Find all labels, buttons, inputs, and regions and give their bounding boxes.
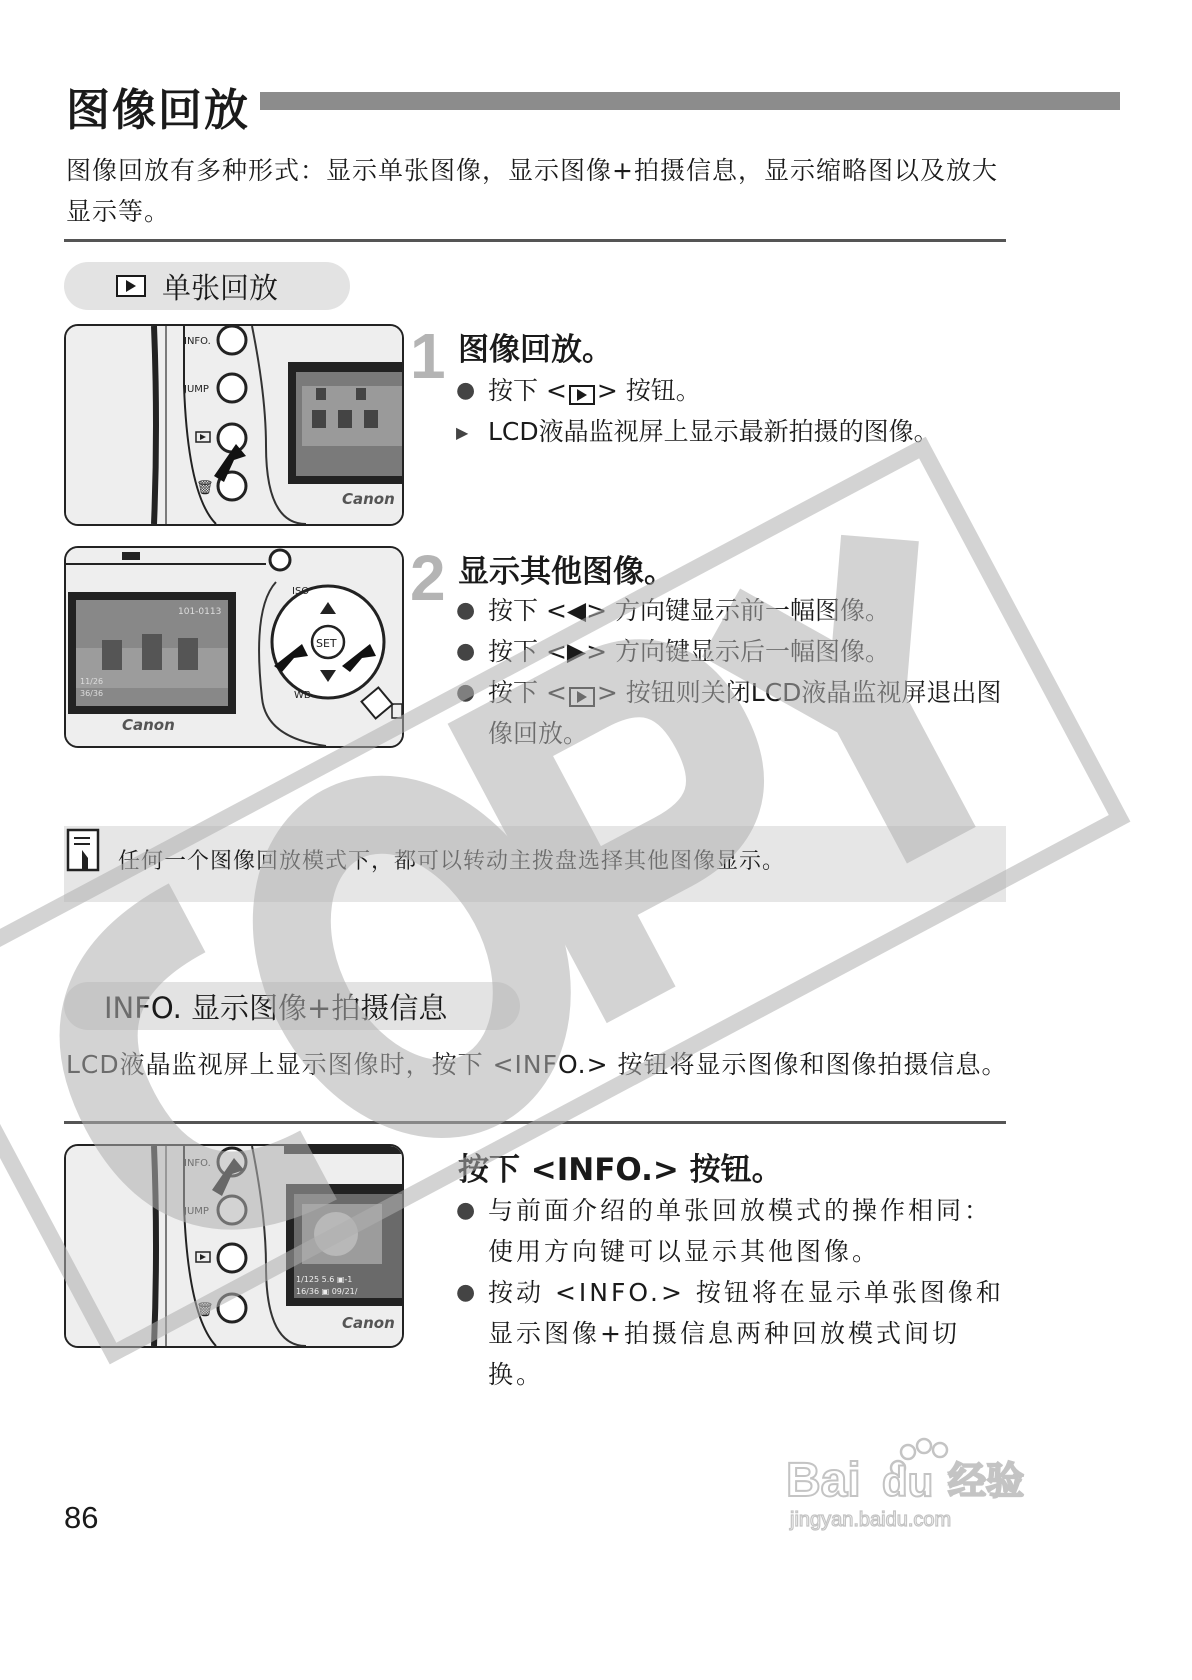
section-single-playback-heading xyxy=(64,262,350,310)
camera-illustration xyxy=(66,1146,402,1346)
section2-intro: LCD液晶监视屏上显示图像时，按下 <INFO.> 按钮将显示图像和图像拍摄信息。 xyxy=(66,1050,1008,1079)
baidu-jingyan-logo xyxy=(786,1434,1046,1534)
camera-photo-dial xyxy=(64,546,404,748)
playback-icon xyxy=(116,275,146,297)
svg-text:JUMP: JUMP xyxy=(184,1206,209,1217)
bullet-icon: ● xyxy=(456,680,476,705)
result-arrow-icon: ▶ xyxy=(456,423,469,442)
title-bar xyxy=(260,92,1120,110)
bullet-icon: ● xyxy=(456,1198,479,1223)
svg-text:🗑: 🗑 xyxy=(196,1302,214,1318)
svg-text:Canon: Canon xyxy=(122,716,175,734)
svg-text:ISO: ISO xyxy=(292,586,310,597)
memo-icon xyxy=(66,828,102,874)
list-item: ● 按下 < > 按钮则关闭LCD液晶监视屏退出图像回放。 xyxy=(456,672,1016,754)
svg-text:WB: WB xyxy=(294,690,311,701)
svg-text:Bai: Bai xyxy=(786,1454,861,1507)
note-text: 任何一个图像回放模式下，都可以转动主拨盘选择其他图像显示。 xyxy=(118,849,786,874)
bullet-icon: ● xyxy=(456,378,476,403)
svg-text:INFO.: INFO. xyxy=(184,1158,211,1169)
svg-text:jingyan.baidu.com: jingyan.baidu.com xyxy=(790,1509,952,1531)
camera-photo-info xyxy=(64,1144,404,1348)
info-button-label: INFO. xyxy=(184,336,211,347)
svg-text:SET: SET xyxy=(316,637,337,650)
step1-list xyxy=(456,370,1016,453)
svg-text:JUMP: JUMP xyxy=(184,384,209,395)
svg-text:Canon: Canon xyxy=(342,1314,395,1332)
step-title: 按下 <INFO.> 按钮。 xyxy=(458,1152,783,1188)
divider xyxy=(64,239,1006,242)
camera-illustration xyxy=(66,548,402,746)
step-title: 显示其他图像。 xyxy=(458,554,675,590)
section-label: 单张回放 xyxy=(162,270,279,305)
step-number: 2 xyxy=(410,542,446,614)
svg-text:经验: 经验 xyxy=(948,1459,1025,1503)
camera-photo-buttons xyxy=(64,324,404,526)
section-info-heading xyxy=(64,982,520,1030)
svg-text:1/125 5.6 ▣-1: 1/125 5.6 ▣-1 xyxy=(296,1275,353,1284)
page-title: 图像回放 xyxy=(66,85,250,136)
svg-text:du: du xyxy=(882,1458,934,1505)
list-item: ● 按动 <INFO.> 按钮将在显示单张图像和显示图像+拍摄信息两种回放模式间切换。 xyxy=(456,1272,1008,1395)
bullet-icon: ● xyxy=(456,639,476,664)
step-number: 1 xyxy=(410,320,446,392)
intro-text: 图像回放有多种形式：显示单张图像，显示图像+拍摄信息，显示缩略图以及放大显示等。 xyxy=(66,156,998,226)
playback-icon xyxy=(569,687,595,707)
bullet-icon: ● xyxy=(456,1280,479,1305)
list-item: ● 按下 <◀> 方向键显示前一幅图像。 xyxy=(456,590,1016,631)
step2-list xyxy=(456,590,1016,754)
step-title: 图像回放。 xyxy=(458,332,613,368)
playback-icon xyxy=(569,385,595,405)
list-item: ● 按下 < > 按钮。 xyxy=(456,370,1016,411)
svg-text:11/26: 11/26 xyxy=(80,677,104,686)
list-item: ● 按下 <▶> 方向键显示后一幅图像。 xyxy=(456,631,1016,672)
svg-text:16/36 ▣ 09/21/: 16/36 ▣ 09/21/ xyxy=(296,1287,358,1296)
bullet-icon: ● xyxy=(456,598,476,623)
svg-text:101-0113: 101-0113 xyxy=(178,607,222,617)
divider xyxy=(64,1121,1006,1124)
page-number: 86 xyxy=(64,1500,99,1535)
list-item: ● 与前面介绍的单张回放模式的操作相同：使用方向键可以显示其他图像。 xyxy=(456,1190,1008,1272)
svg-text:36/36: 36/36 xyxy=(80,689,104,698)
svg-text:🗑: 🗑 xyxy=(196,480,214,496)
section-label: INFO. 显示图像+拍摄信息 xyxy=(104,990,448,1025)
camera-illustration xyxy=(66,326,402,524)
list-item: ▶ LCD液晶监视屏上显示最新拍摄的图像。 xyxy=(456,411,1016,453)
section2-list xyxy=(456,1190,1008,1395)
svg-text:Canon: Canon xyxy=(342,490,395,508)
